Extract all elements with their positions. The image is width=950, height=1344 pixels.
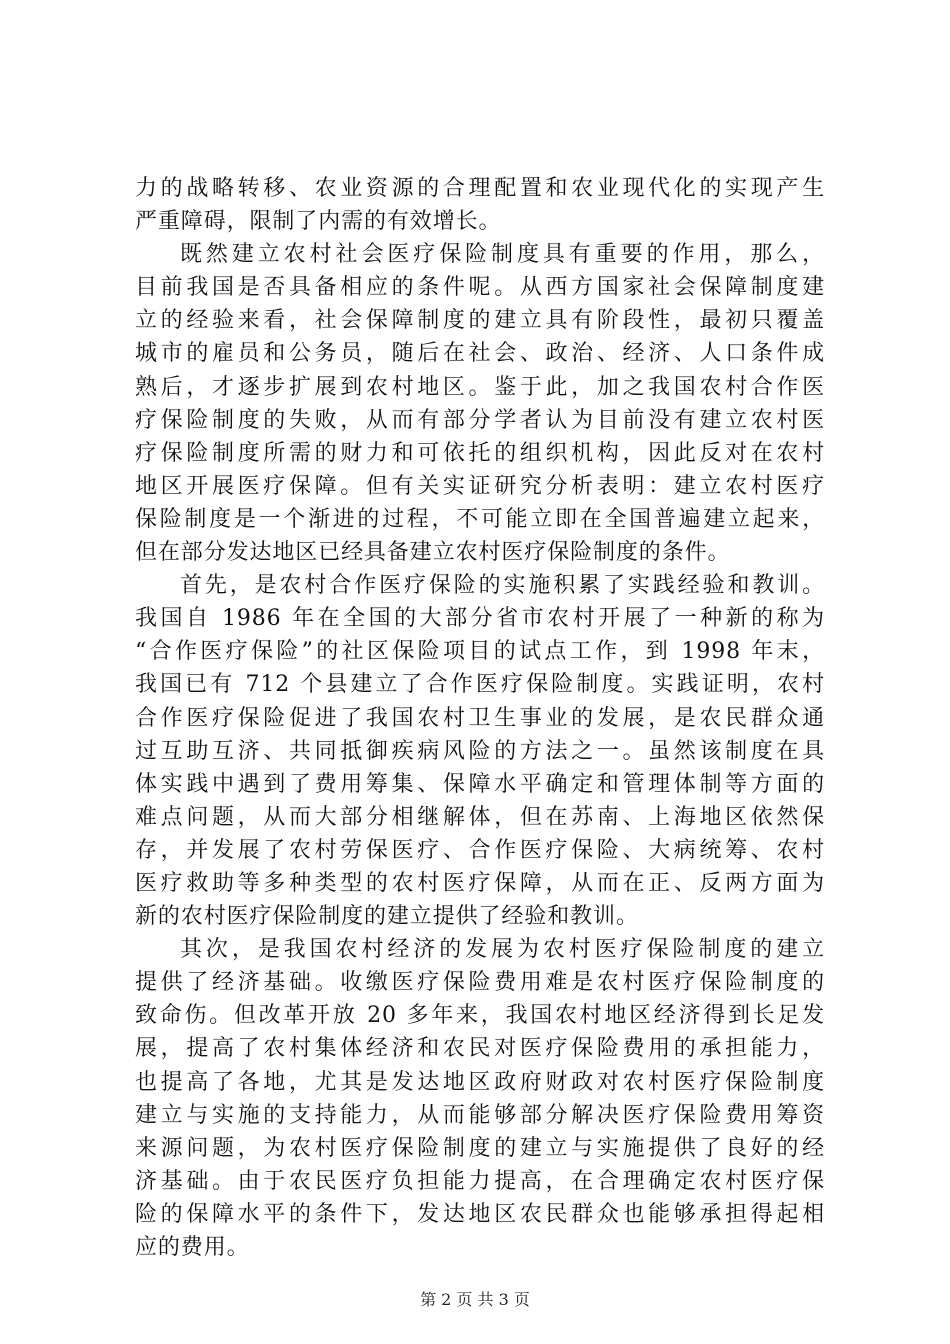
paragraph-2: [135, 238, 825, 569]
text-line: 应的费用。: [135, 1235, 250, 1260]
text-line: 首先，是农村合作医疗保险的实施积累了实践经验和教训。: [180, 573, 825, 599]
text-line: 疗保险制度的失败，从而有部分学者认为目前没有建立农村医: [135, 407, 825, 433]
text-line: 力的战略转移、农业资源的合理配置和农业现代化的实现产生: [135, 176, 825, 201]
text-line: 熟后，才逐步扩展到农村地区。鉴于此，加之我国农村合作医: [135, 374, 825, 400]
paragraph-1: [135, 172, 825, 238]
text-line: 新的农村医疗保险制度的建立提供了经验和教训。: [135, 904, 639, 930]
text-line: 来源问题，为农村医疗保险制度的建立与实施提供了良好的经: [135, 1135, 825, 1161]
text-line: 建立与实施的支持能力，从而能够部分解决医疗保险费用筹资: [135, 1102, 825, 1128]
text-line: 既然建立农村社会医疗保险制度具有重要的作用，那么，: [180, 242, 825, 268]
text-line: 险的保障水平的条件下，发达地区农民群众也能够承担得起相: [135, 1201, 825, 1227]
text-line: 保险制度是一个渐进的过程，不可能立即在全国普遍建立起来，: [135, 506, 825, 532]
text-line: 疗保险制度所需的财力和可依托的组织机构，因此反对在农村: [135, 440, 825, 466]
text-line: 提供了经济基础。收缴医疗保险费用难是农村医疗保险制度的: [135, 970, 825, 996]
paragraph-3: [135, 569, 825, 933]
page-number-footer: 第 2 页 共 3 页: [420, 1290, 530, 1309]
text-line: 体实践中遇到了费用筹集、保障水平确定和管理体制等方面的: [135, 771, 825, 797]
text-line: 也提高了各地，尤其是发达地区政府财政对农村医疗保险制度: [135, 1069, 825, 1095]
text-line: 济基础。由于农民医疗负担能力提高，在合理确定农村医疗保: [135, 1168, 825, 1194]
text-line: 致命伤。但改革开放 20 多年来，我国农村地区经济得到长足发: [135, 1003, 825, 1029]
text-line: 但在部分发达地区已经具备建立农村医疗保险制度的条件。: [135, 540, 731, 566]
text-line: “合作医疗保险”的社区保险项目的试点工作，到 1998 年末，: [135, 639, 825, 665]
text-line: 其次，是我国农村经济的发展为农村医疗保险制度的建立: [180, 937, 825, 963]
text-line: 目前我国是否具备相应的条件呢。从西方国家社会保障制度建: [135, 275, 825, 301]
text-line: 我国自 1986 年在全国的大部分省市农村开展了一种新的称为: [135, 606, 825, 632]
text-line: 严重障碍，限制了内需的有效增长。: [135, 209, 502, 235]
text-line: 过互助互济、共同抵御疾病风险的方法之一。虽然该制度在具: [135, 738, 825, 764]
text-line: 合作医疗保险促进了我国农村卫生事业的发展，是农民群众通: [135, 705, 825, 731]
body-text: [135, 172, 825, 1264]
text-line: 地区开展医疗保障。但有关实证研究分析表明：建立农村医疗: [135, 473, 825, 499]
text-line: 难点问题，从而大部分相继解体，但在苏南、上海地区依然保: [135, 804, 825, 830]
text-line: 存，并发展了农村劳保医疗、合作医疗保险、大病统筹、农村: [135, 837, 825, 863]
text-line: 展，提高了农村集体经济和农民对医疗保险费用的承担能力，: [135, 1036, 825, 1062]
text-line: 城市的雇员和公务员，随后在社会、政治、经济、人口条件成: [135, 341, 825, 367]
text-line: 我国已有 712 个县建立了合作医疗保险制度。实践证明，农村: [135, 672, 825, 698]
paragraph-4: [135, 933, 825, 1264]
text-line: 立的经验来看，社会保障制度的建立具有阶段性，最初只覆盖: [135, 308, 825, 334]
text-line: 医疗救助等多种类型的农村医疗保障，从而在正、反两方面为: [135, 870, 825, 896]
